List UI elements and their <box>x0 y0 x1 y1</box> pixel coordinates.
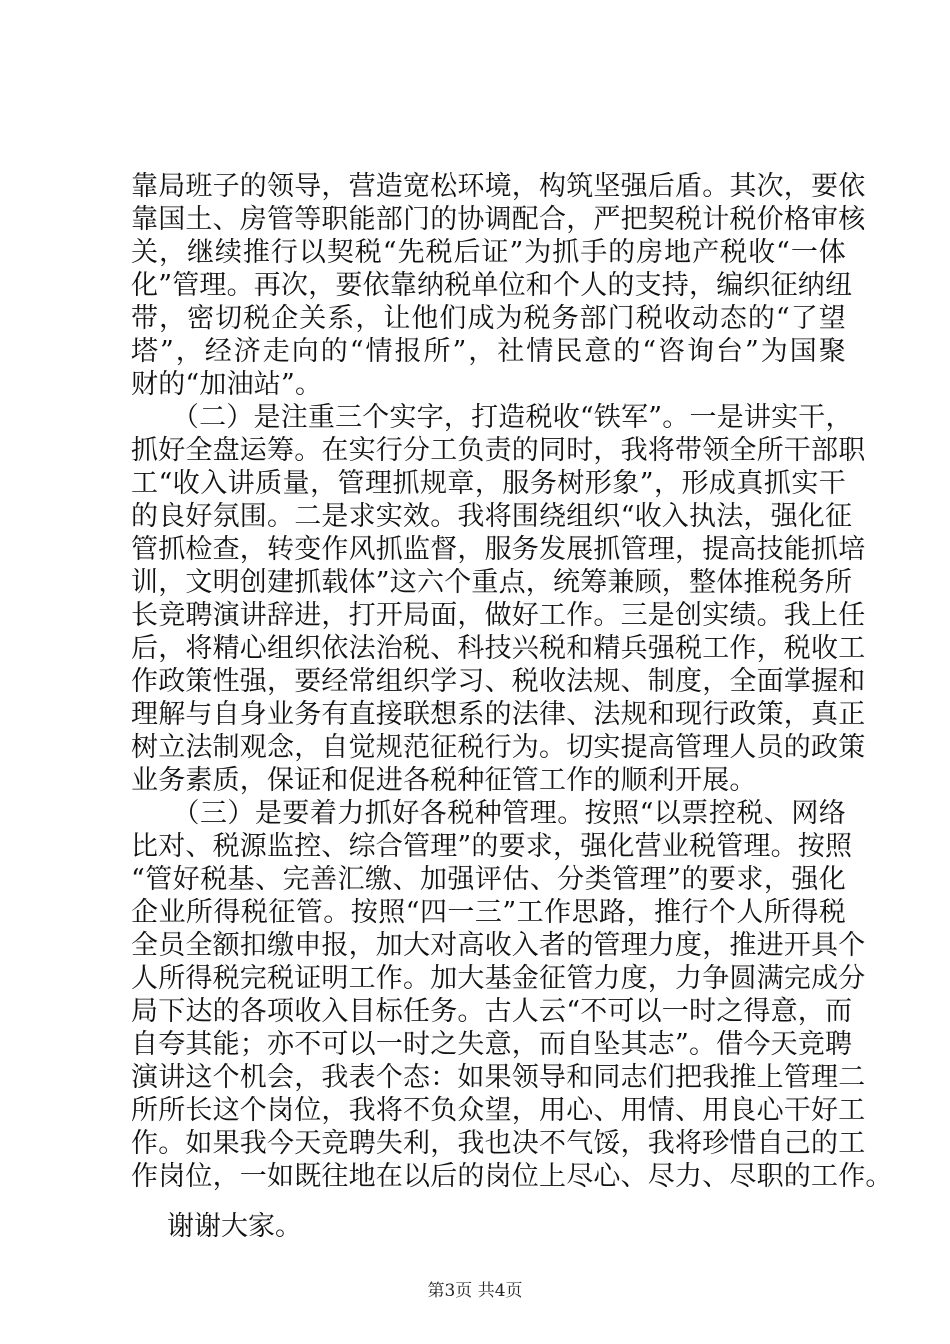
text-line: 带，密切税企关系，让他们成为税务部门税收动态的“了望 <box>131 303 846 334</box>
text-line: 工“收入讲质量，管理抓规章，服务树形象”，形成真抓实干 <box>131 468 846 499</box>
text-line: 塔”，经济走向的“情报所”，社情民意的“咨询台”为国聚 <box>131 336 846 367</box>
text-line: 业务素质，保证和促进各税种征管工作的顺利开展。 <box>131 765 757 796</box>
text-line: 局下达的各项收入目标任务。古人云“不可以一时之得意，而 <box>131 996 853 1027</box>
text-line: 作。如果我今天竞聘失利，我也决不气馁，我将珍惜自己的工 <box>131 1128 866 1159</box>
text-line: 靠国土、房管等职能部门的协调配合，严把契税计税价格审核 <box>131 204 866 235</box>
text-line: 企业所得税征管。按照“四一三”工作思路，推行个人所得税 <box>131 897 846 928</box>
paragraph-start-line: （二）是注重三个实字，打造税收“铁军”。一是讲实干， <box>131 402 853 433</box>
text-line: 管抓检查，转变作风抓监督，服务发展抓管理，提高技能抓培 <box>131 534 866 565</box>
text-line: 后，将精心组织依法治税、科技兴税和精兵强税工作，税收工 <box>131 633 866 664</box>
text-line: 关，继续推行以契税“先税后证”为抓手的房地产税收“一体 <box>131 237 846 268</box>
text-line: 长竞聘演讲辞进，打开局面，做好工作。三是创实绩。我上任 <box>131 600 866 631</box>
text-line: 化”管理。再次，要依靠纳税单位和个人的支持，编织征纳纽 <box>131 270 853 301</box>
text-line: 全员全额扣缴申报，加大对高收入者的管理力度，推进开具个 <box>131 930 866 961</box>
text-line: “管好税基、完善汇缴、加强评估、分类管理”的要求，强化 <box>131 864 846 895</box>
text-line: 靠局班子的领导，营造宽松环境，构筑坚强后盾。其次，要依 <box>131 171 866 202</box>
text-line: 训，文明创建抓载体”这六个重点，统筹兼顾，整体推税务所 <box>131 567 853 598</box>
text-line: 作政策性强，要经常组织学习、税收法规、制度，全面掌握和 <box>131 666 866 697</box>
text-line: 抓好全盘运筹。在实行分工负责的同时，我将带领全所干部职 <box>131 435 866 466</box>
text-line: 自夸其能；亦不可以一时之失意，而自坠其志”。借今天竞聘 <box>131 1029 853 1060</box>
text-line: 的良好氛围。二是求实效。我将围绕组织“收入执法，强化征 <box>131 501 853 532</box>
text-line: 人所得税完税证明工作。加大基金征管力度，力争圆满完成分 <box>131 963 866 994</box>
closing-remark: 谢谢大家。 <box>167 1211 302 1242</box>
text-line: 作岗位，一如既往地在以后的岗位上尽心、尽力、尽职的工作。 <box>131 1161 893 1192</box>
text-line: 理解与自身业务有直接联想系的法律、法规和现行政策，真正 <box>131 699 866 730</box>
text-line: 比对、税源监控、综合管理”的要求，强化营业税管理。按照 <box>131 831 853 862</box>
paragraph-start-line: （三）是要着力抓好各税种管理。按照“以票控税、网络 <box>131 798 846 829</box>
page-footer: 第3页 共4页 <box>427 1281 523 1301</box>
text-line: 所所长这个岗位，我将不负众望，用心、用情、用良心干好工 <box>131 1095 866 1126</box>
text-line: 演讲这个机会，我表个态：如果领导和同志们把我推上管理二 <box>131 1062 866 1093</box>
text-line: 财的“加油站”。 <box>131 369 323 400</box>
text-line: 树立法制观念，自觉规范征税行为。切实提高管理人员的政策 <box>131 732 866 763</box>
body-text <box>131 170 893 1193</box>
